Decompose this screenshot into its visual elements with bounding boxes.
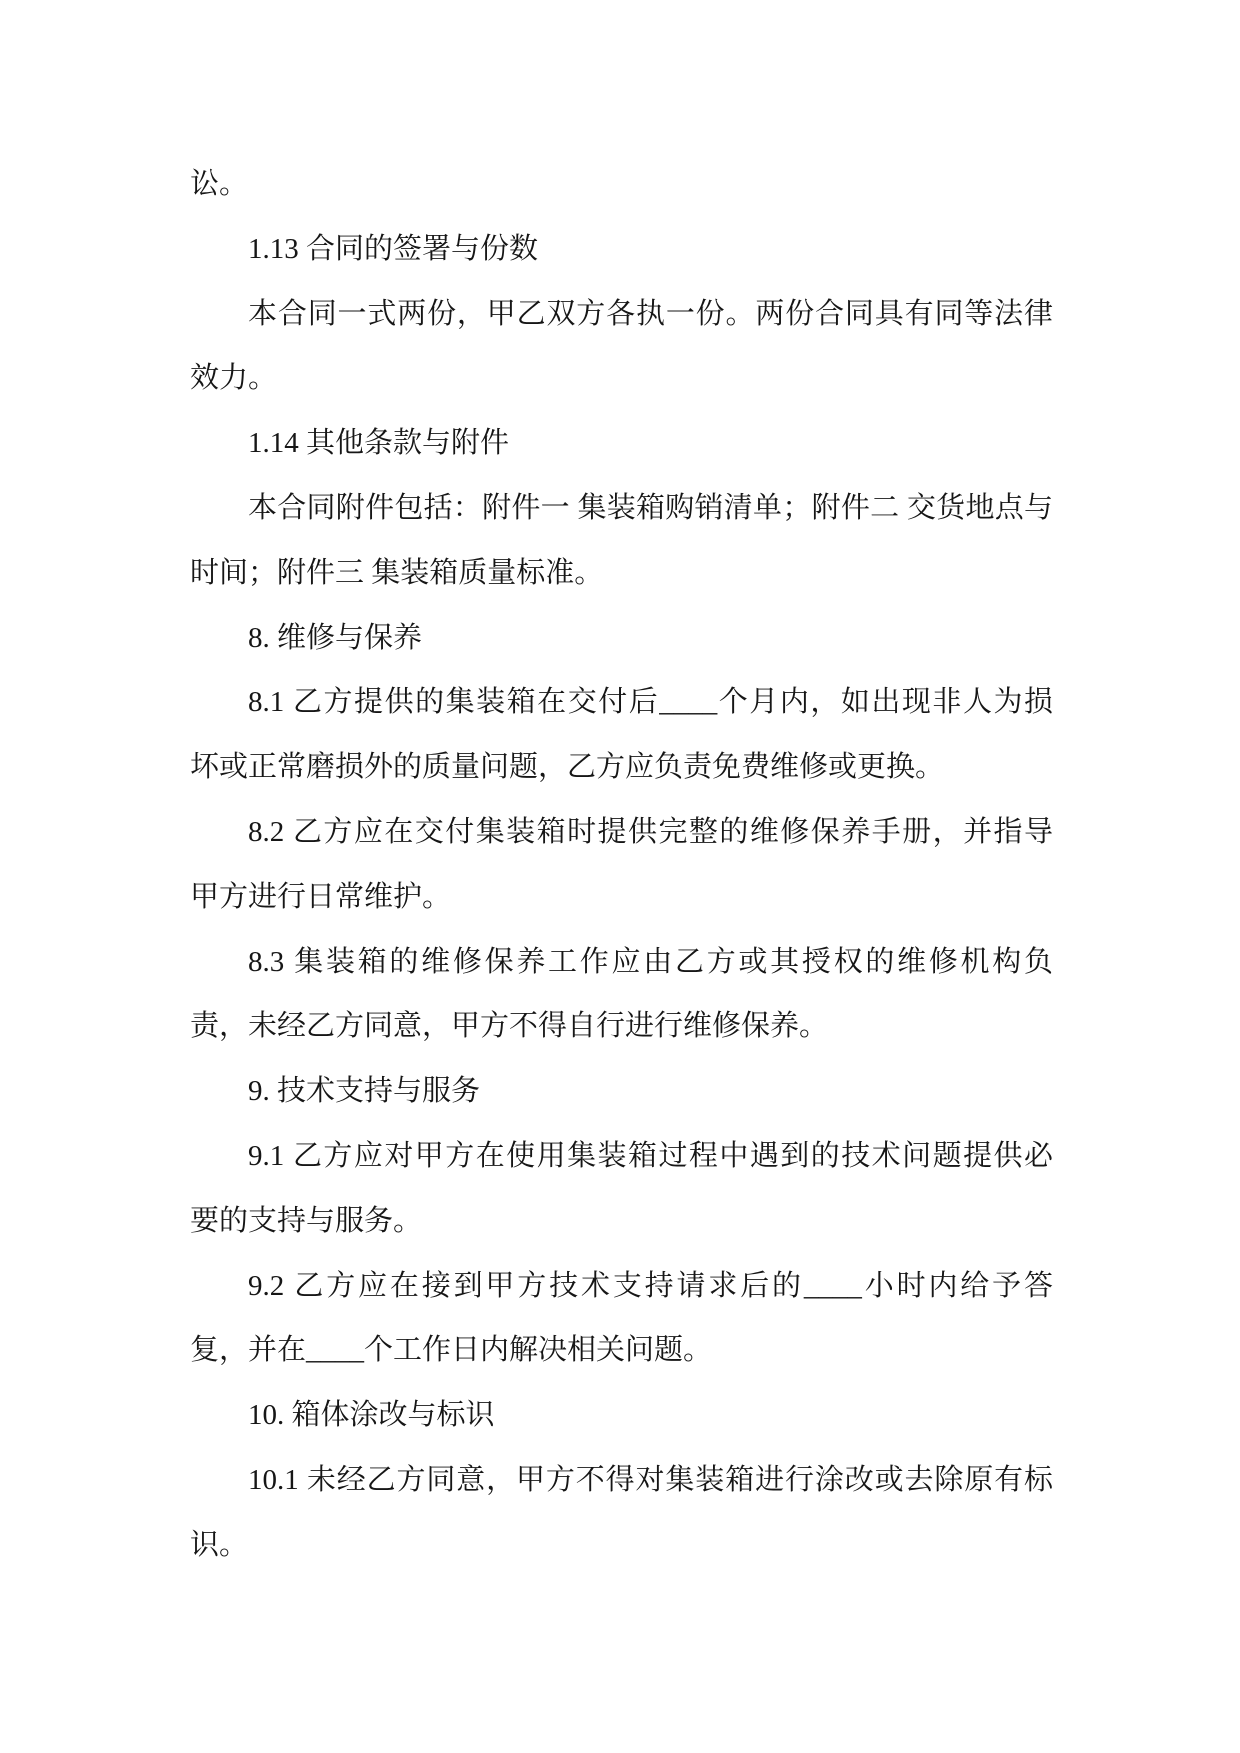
contract-text-line: 要的支持与服务。 bbox=[190, 1204, 423, 1237]
contract-text-line: 8.3 集装箱的维修保养工作应由乙方或其授权的维修机构负 bbox=[248, 945, 1053, 978]
contract-text-line: 8.1 乙方提供的集装箱在交付后____个月内，如出现非人为损 bbox=[248, 686, 1053, 719]
contract-text-line: 本合同附件包括：附件一 集装箱购销清单；附件二 交货地点与 bbox=[248, 491, 1053, 524]
contract-text-line: 9.1 乙方应对甲方在使用集装箱过程中遇到的技术问题提供必 bbox=[248, 1139, 1053, 1172]
contract-text-line: 识。 bbox=[190, 1528, 249, 1561]
contract-text-line: 10.1 未经乙方同意，甲方不得对集装箱进行涂改或去除原有标 bbox=[248, 1463, 1053, 1496]
contract-text-line: 1.13 合同的签署与份数 bbox=[248, 232, 539, 265]
contract-text-line: 8. 维修与保养 bbox=[248, 621, 423, 654]
contract-text-line: 本合同一式两份，甲乙双方各执一份。两份合同具有同等法律 bbox=[248, 297, 1053, 330]
contract-text-line: 责，未经乙方同意，甲方不得自行进行维修保养。 bbox=[190, 1010, 829, 1043]
contract-text-line: 9.2 乙方应在接到甲方技术支持请求后的____小时内给予答 bbox=[248, 1269, 1053, 1302]
contract-text-line: 8.2 乙方应在交付集装箱时提供完整的维修保养手册，并指导 bbox=[248, 815, 1053, 848]
contract-text-line: 讼。 bbox=[190, 168, 249, 200]
contract-text-line: 1.14 其他条款与附件 bbox=[248, 427, 510, 460]
contract-text-line: 甲方进行日常维护。 bbox=[190, 880, 452, 913]
contract-text-line: 复，并在____个工作日内解决相关问题。 bbox=[190, 1334, 713, 1367]
contract-text-line: 9. 技术支持与服务 bbox=[248, 1075, 481, 1108]
contract-text-line: 时间；附件三 集装箱质量标准。 bbox=[190, 556, 604, 589]
contract-text-line: 效力。 bbox=[190, 362, 278, 395]
contract-text-line: 10. 箱体涂改与标识 bbox=[248, 1399, 495, 1432]
contract-text-body bbox=[190, 152, 1053, 1578]
contract-text-line: 坏或正常磨损外的质量问题，乙方应负责免费维修或更换。 bbox=[190, 751, 945, 784]
